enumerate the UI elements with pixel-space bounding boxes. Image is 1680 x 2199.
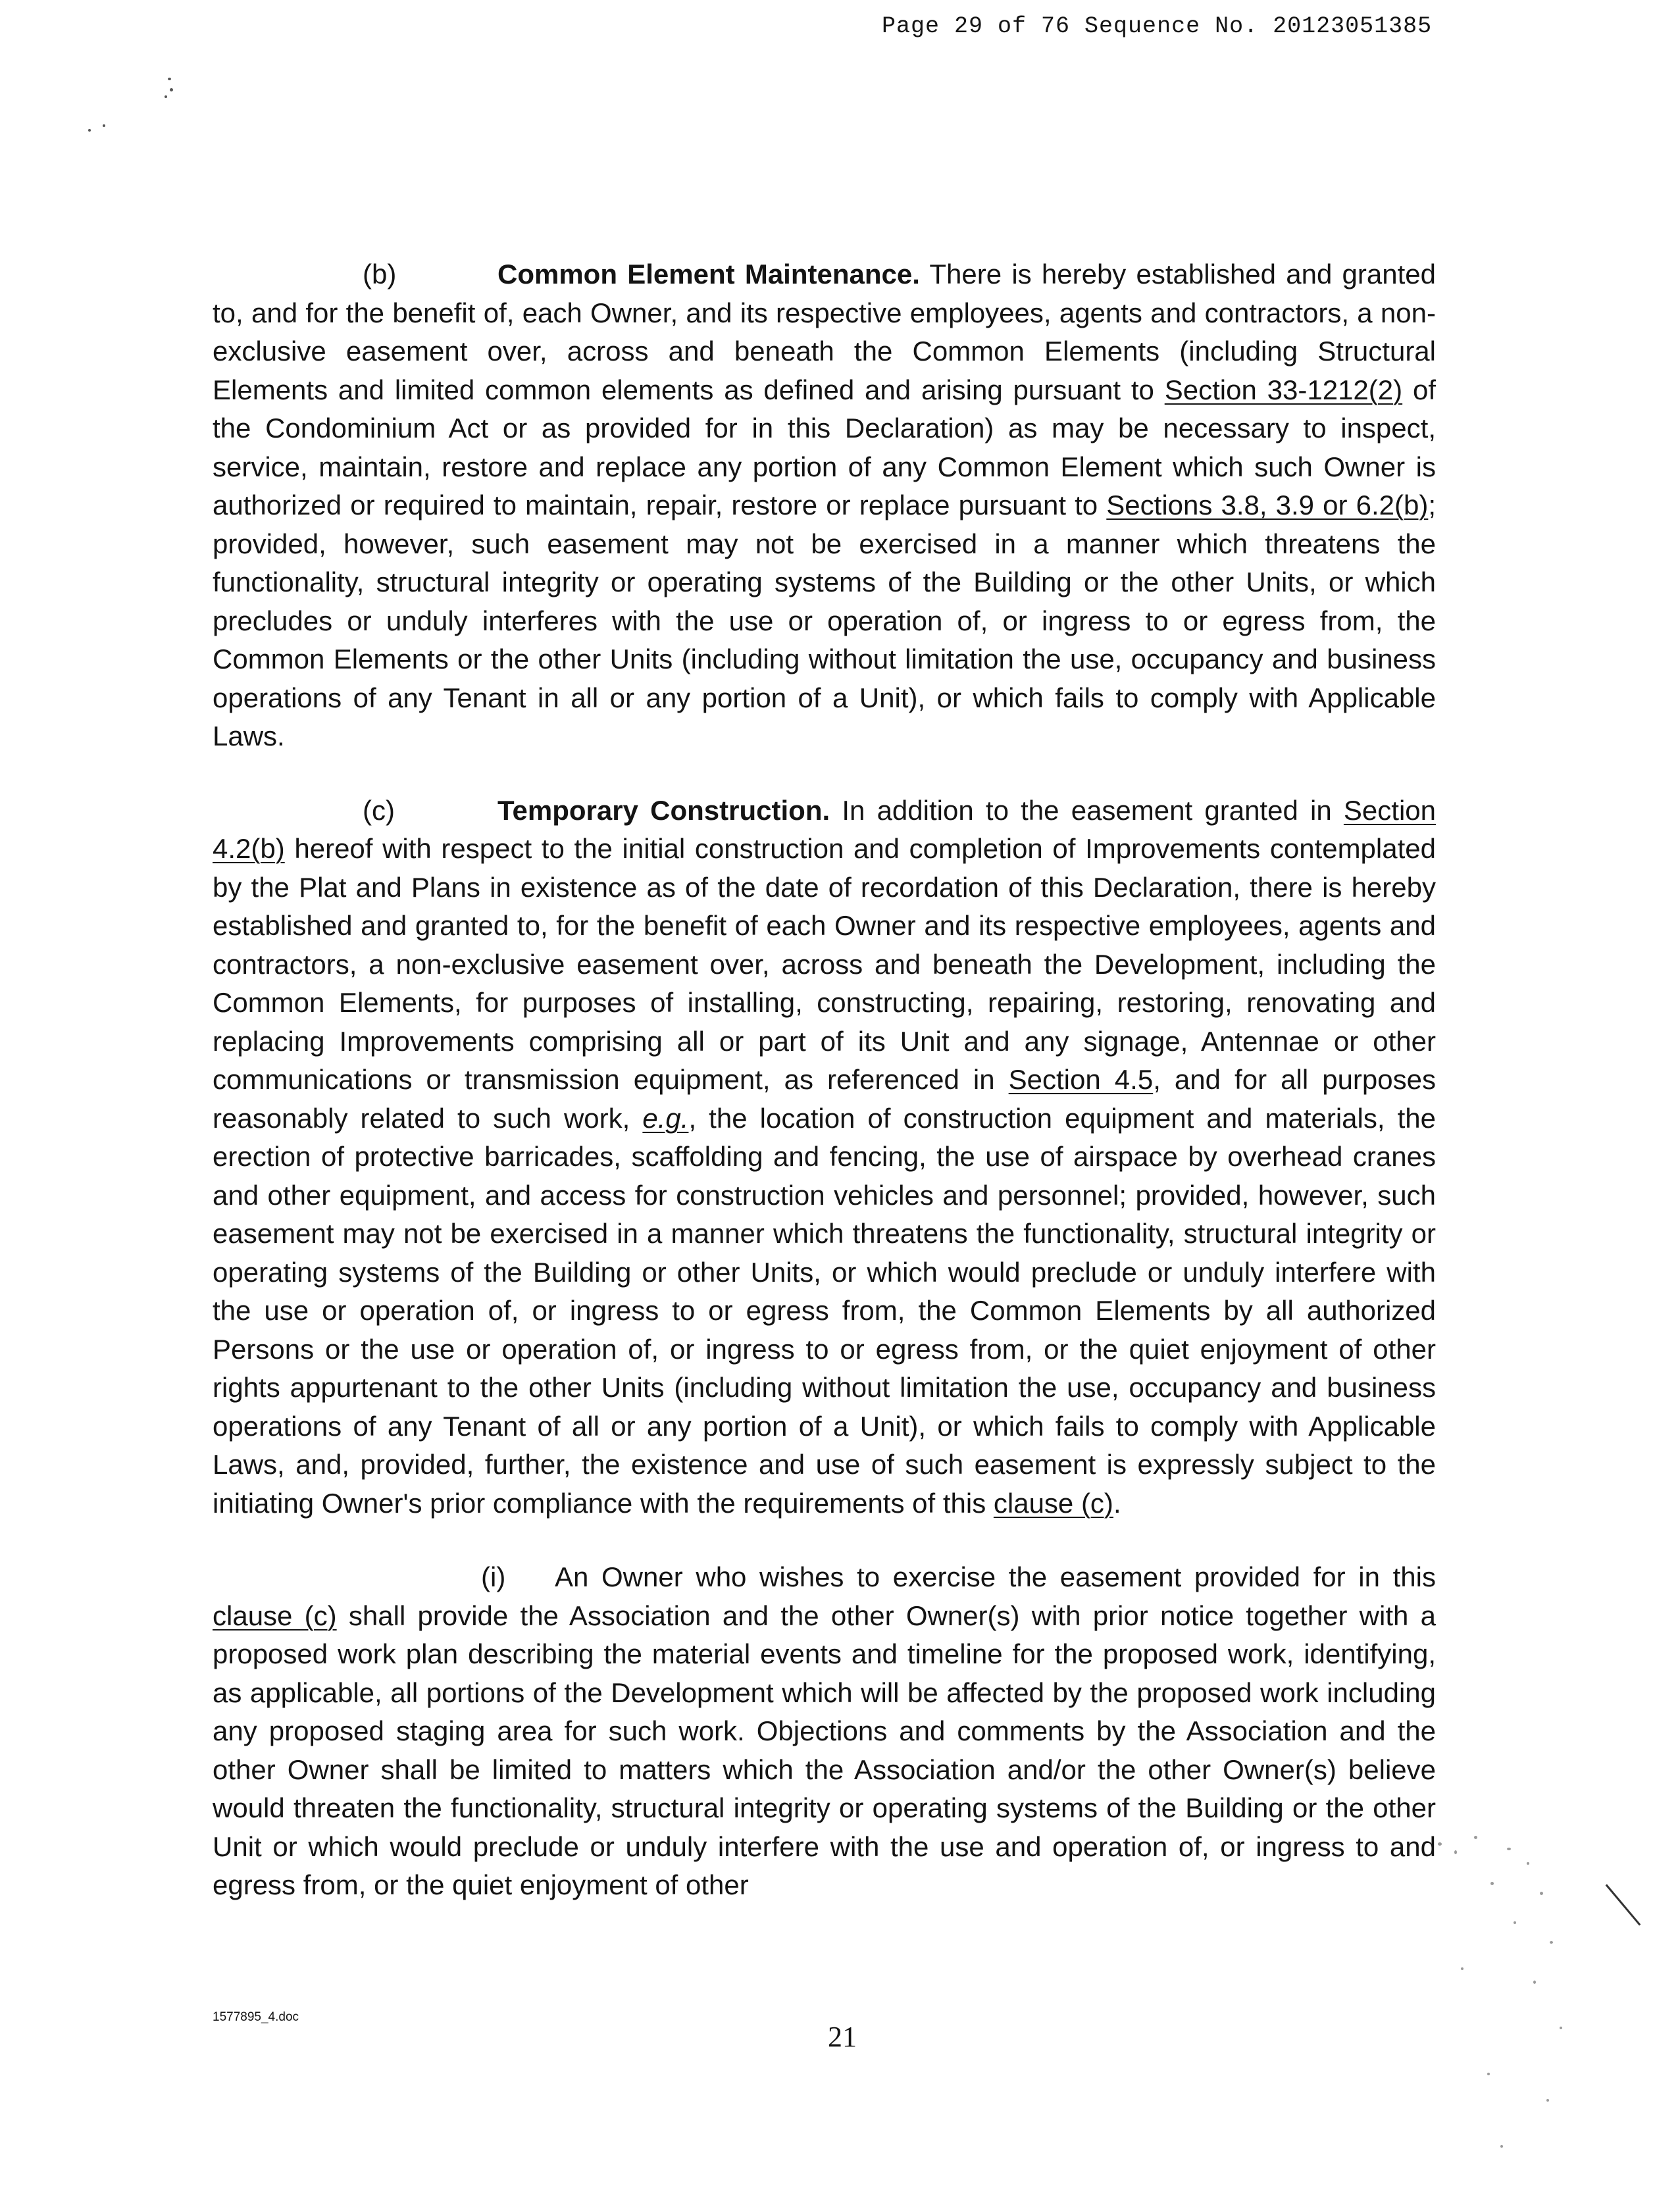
scan-noise [1454, 1850, 1457, 1854]
page-number: 21 [828, 2021, 857, 2053]
scan-noise [1438, 1842, 1442, 1846]
scan-noise [1507, 1848, 1511, 1850]
scan-mark [1606, 1884, 1641, 1925]
paragraph-text: In addition to the easement granted in [830, 794, 1344, 826]
paragraph-text: An Owner who wishes to exercise the easement provided for in this [555, 1561, 1436, 1592]
cross-reference: Section 4.2(b) [213, 794, 1436, 864]
paragraph-label: (b) [363, 259, 397, 290]
scan-noise [1540, 1892, 1543, 1895]
scan-noise [1546, 2099, 1549, 2102]
scan-noise [1461, 1967, 1464, 1970]
paragraph-text: hereof with respect to the initial construction and completion of Improvements contemplated by the Plat and Plans in existence as of the date of recordation of this Declaration, there is hereby established and granted to, for the benefit of each Owner and its respective employees, agents and contractors, a non-exclusive easement over, across and beneath the Development, including the Common Elements, for purposes of installing, constructing, repairing, restoring, renovating and replacing Improvements comprising all or part of its Unit and any signage, Antennae or other communications or transmission equipment, as referenced in [213, 833, 1436, 1095]
paragraph-text: of the Condominium Act or as provided for in this Declaration) as may be necessary to inspect, service, maintain, restore and replace any portion of any Common Element which such Owner is authorized or required to maintain, repair, restore or replace pursuant to [213, 374, 1436, 520]
scan-noise [1550, 1941, 1553, 1944]
paragraph [213, 255, 1436, 756]
page-sequence-header: Page 29 of 76 Sequence No. 20123051385 [882, 13, 1433, 39]
paragraph-text: , and for all purposes reasonably related to such work, [213, 1064, 1436, 1134]
cross-reference: Sections 3.8, 3.9 or 6.2(b) [1106, 490, 1429, 520]
scan-speck [168, 78, 171, 80]
scan-speck [170, 88, 173, 91]
cross-reference: clause (c) [213, 1600, 337, 1631]
document-id: 1577895_4.doc [213, 2010, 299, 2024]
scan-noise [1560, 2027, 1562, 2029]
paragraph-text: . [1113, 1487, 1121, 1519]
paragraph-text: , the location of construction equipment and materials, the erection of protective barricades, scaffolding and fencing, the use of airspace by overhead cranes and other equipment, and access for construction vehicles and personnel; provided, however, such easement may not be exercised in a manner which threatens the functionality, structural integrity or operating systems of the Building or other Units, or which would preclude or unduly interfere with the use or operation of, or ingress to or egress from, the Common Elements by all authorized Persons or the use or operation of, or ingress to or egress from, or the quiet enjoyment of other rights appurtenant to the other Units (including without limitation the use, occupancy and business operations of any Tenant of all or any portion of a Unit), or which fails to comply with Applicable Laws, and, provided, further, the existence and use of such easement is expressly subject to the initiating Owner's prior compliance with the requirements of this [213, 1102, 1436, 1519]
scan-speck [165, 95, 167, 98]
cross-reference: Section 4.5 [1008, 1064, 1154, 1095]
scan-noise [1500, 2145, 1503, 2148]
paragraph-label: (c) [363, 794, 395, 826]
scan-noise [1490, 1882, 1494, 1885]
scan-noise [1533, 1981, 1536, 1984]
paragraph [213, 1558, 1436, 1905]
paragraph-label: (i) [481, 1561, 506, 1592]
paragraph [213, 792, 1436, 1523]
scan-noise [1514, 1921, 1516, 1924]
paragraph-text: There is hereby established and granted to, and for the benefit of, each Owner, and its respective employees, agents and contractors, a non-exclusive easement over, across and beneath the Common Elements (including Structural Elements and limited common elements as defined and arising pursuant to [213, 259, 1436, 405]
section-heading: Common Element Maintenance. [497, 259, 920, 290]
cross-reference: clause (c) [993, 1487, 1113, 1519]
document-body [213, 255, 1436, 1940]
cross-reference: Section 33-1212(2) [1164, 374, 1403, 405]
cross-reference: e.g. [642, 1102, 689, 1134]
scan-speck [103, 124, 105, 127]
scan-noise [1474, 1836, 1477, 1839]
paragraph-text: shall provide the Association and the other Owner(s) with prior notice together with a proposed work plan describing the material events and timeline for the proposed work, identifying, as applicable, all portions of the Development which will be affected by the proposed work including any proposed staging area for such work. Objections and comments by the Association and the other Owner shall be limited to matters which the Association and/or the other Owner(s) believe would threaten the functionality, structural integrity or operating systems of the Building or the other Unit or which would preclude or unduly interfere with the use and operation of, or ingress to and egress from, or the quiet enjoyment of other [213, 1600, 1436, 1900]
scan-speck [88, 129, 91, 132]
scan-noise [1527, 1862, 1529, 1865]
scan-noise [1487, 2073, 1490, 2075]
paragraph-text: ; provided, however, such easement may not be exercised in a manner which threatens the functionality, structural integrity or operating systems of the Building or the other Units, or which precludes or unduly interferes with the use or operation of, or ingress to or egress from, the Common Elements or the other Units (including without limitation the use, occupancy and business operations of any Tenant in all or any portion of a Unit), or which fails to comply with Applicable Laws. [213, 490, 1436, 751]
section-heading: Temporary Construction. [497, 794, 830, 826]
